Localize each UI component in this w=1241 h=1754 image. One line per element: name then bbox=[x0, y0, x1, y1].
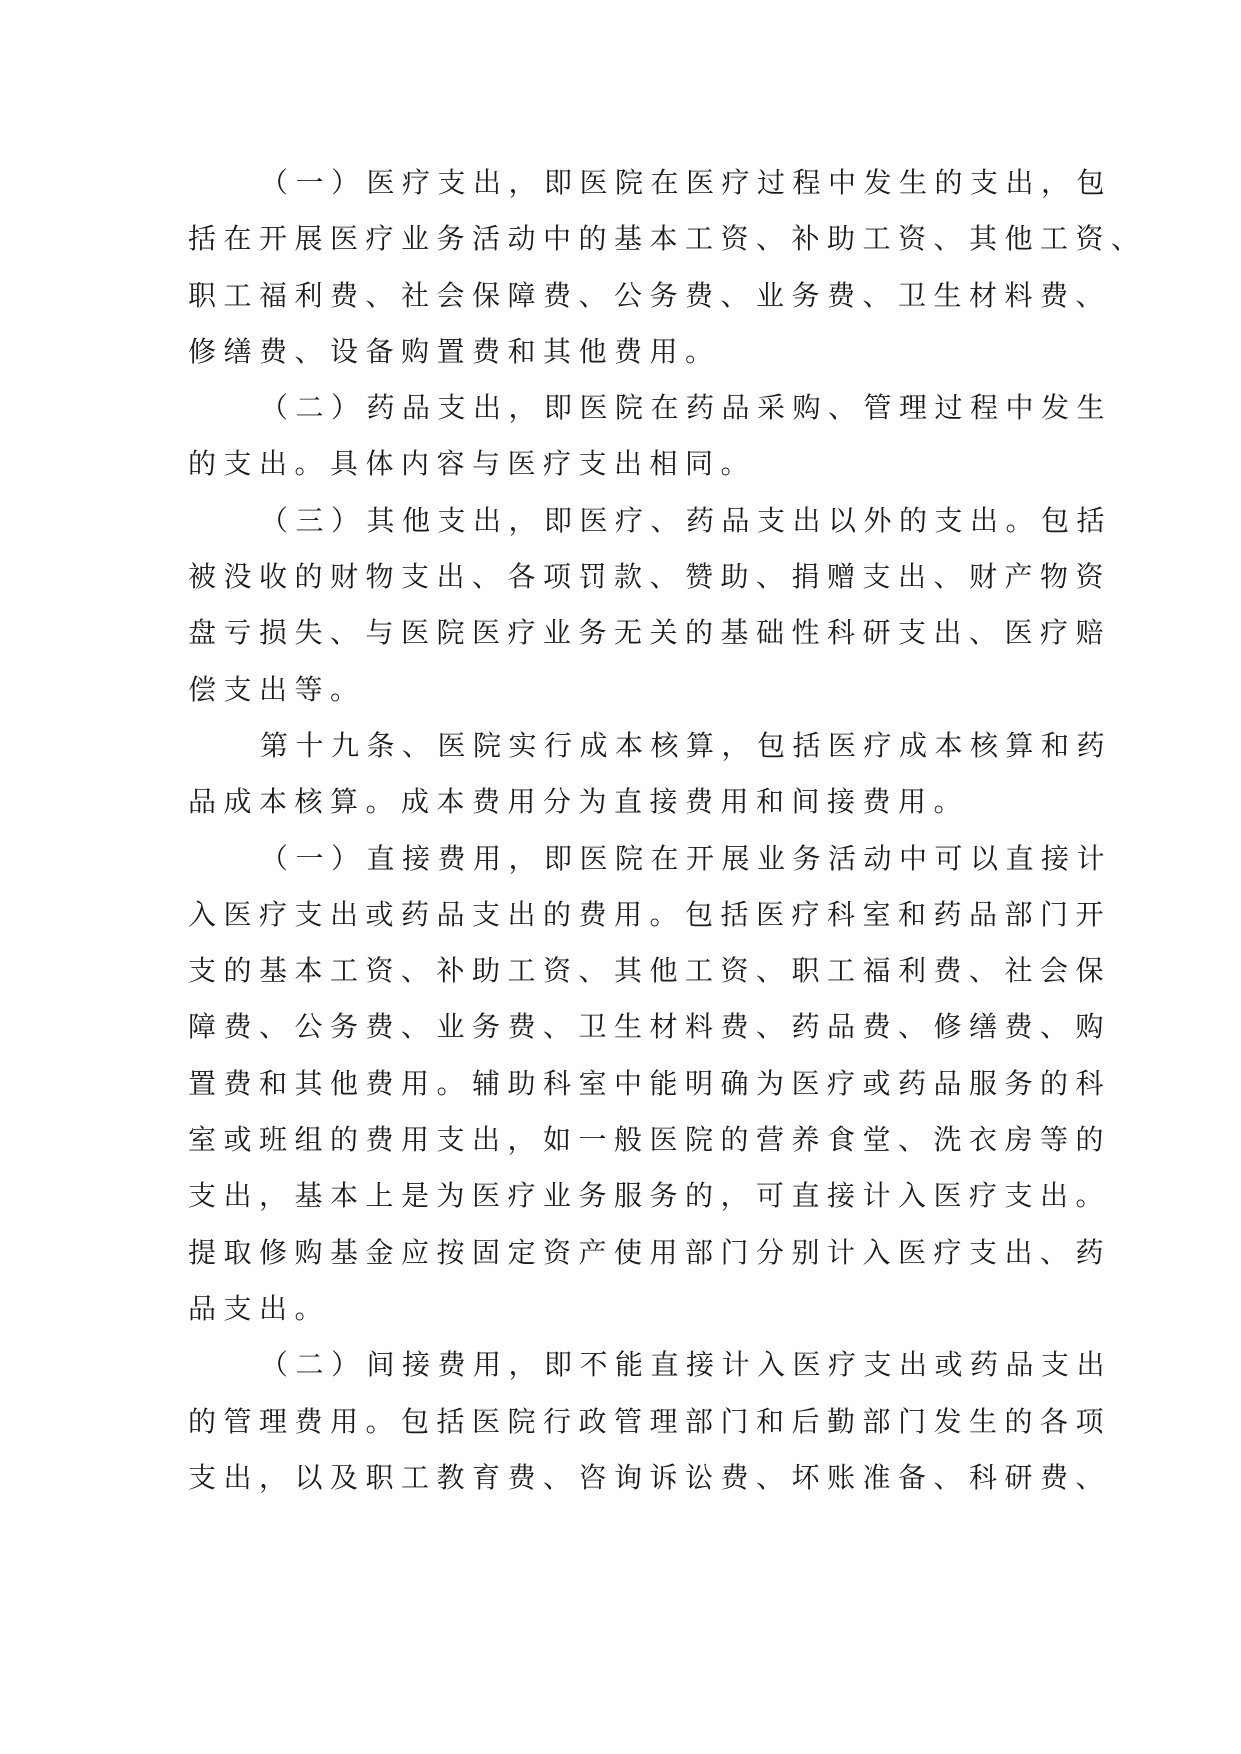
text-line: 的支出。具体内容与医疗支出相同。 bbox=[188, 447, 757, 481]
text-line: （一）医疗支出，即医院在医疗过程中发生的支出，包 bbox=[260, 166, 1113, 199]
text-line: 置费和其他费用。辅助科室中能明确为医疗或药品服务的科 bbox=[188, 1066, 1112, 1100]
text-line: 品支出。 bbox=[188, 1291, 331, 1325]
text-line: 室或班组的费用支出，如一般医院的营养食堂、洗衣房等的 bbox=[188, 1123, 1112, 1157]
text-line: 修缮费、设备购置费和其他费用。 bbox=[188, 334, 721, 368]
text-line: 被没收的财物支出、各项罚款、赞助、捐赠支出、财产物资 bbox=[188, 560, 1112, 594]
text-line: 提取修购基金应按固定资产使用部门分别计入医疗支出、药 bbox=[188, 1235, 1112, 1269]
text-line: 括在开展医疗业务活动中的基本工资、补助工资、其他工资、 bbox=[188, 222, 1147, 256]
text-line: 第十九条、医院实行成本核算，包括医疗成本核算和药 bbox=[260, 728, 1113, 762]
text-line: 品成本核算。成本费用分为直接费用和间接费用。 bbox=[188, 785, 970, 819]
text-line: 职工福利费、社会保障费、公务费、业务费、卫生材料费、 bbox=[188, 278, 1112, 312]
text-line: （二）间接费用，即不能直接计入医疗支出或药品支出 bbox=[260, 1348, 1113, 1382]
text-line: 盘亏损失、与医院医疗业务无关的基础性科研支出、医疗赔 bbox=[188, 616, 1112, 650]
text-line: 的管理费用。包括医院行政管理部门和后勤部门发生的各项 bbox=[188, 1404, 1112, 1438]
text-line: （二）药品支出，即医院在药品采购、管理过程中发生 bbox=[260, 391, 1113, 425]
text-line: 入医疗支出或药品支出的费用。包括医疗科室和药品部门开 bbox=[188, 897, 1112, 931]
text-line: （一）直接费用，即医院在开展业务活动中可以直接计 bbox=[260, 841, 1113, 875]
text-line: 障费、公务费、业务费、卫生材料费、药品费、修缮费、购 bbox=[188, 1010, 1112, 1044]
text-line: 支出，以及职工教育费、咨询诉讼费、坏账准备、科研费、 bbox=[188, 1460, 1112, 1494]
text-line: 支出，基本上是为医疗业务服务的，可直接计入医疗支出。 bbox=[188, 1179, 1112, 1213]
text-line: 偿支出等。 bbox=[188, 672, 366, 706]
document-body bbox=[188, 155, 1147, 1506]
text-line: （三）其他支出，即医疗、药品支出以外的支出。包括 bbox=[260, 503, 1113, 537]
text-line: 支的基本工资、补助工资、其他工资、职工福利费、社会保 bbox=[188, 954, 1112, 988]
